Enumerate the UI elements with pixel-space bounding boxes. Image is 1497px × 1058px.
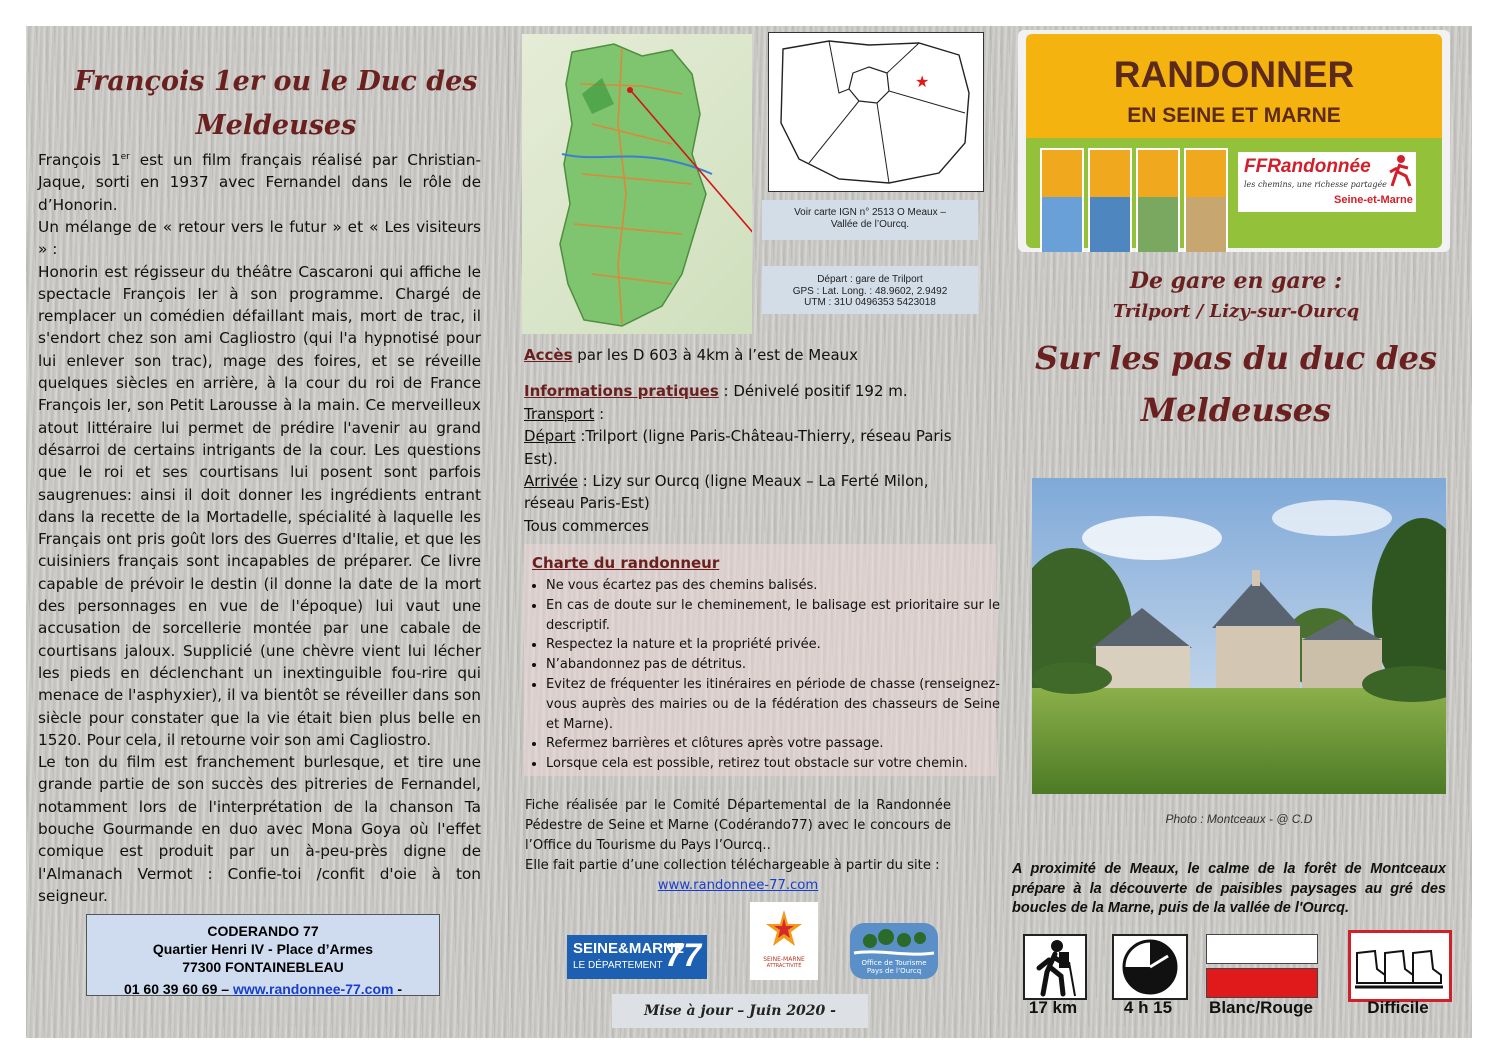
region-map: [522, 34, 752, 334]
marking-red-swatch: [1206, 968, 1318, 998]
contact-city: 77300 FONTAINEBLEAU: [182, 959, 344, 975]
charter-list: [532, 576, 1000, 774]
arrival-line: Arrivée : Lizy sur Ourcq (ligne Meaux – La Ferté Milon, réseau Paris-Est): [524, 472, 929, 513]
boots-icon: [1348, 930, 1452, 1002]
ffrandonnee-logo: FFRandonnée les chemins, une richesse partagée Seine-et-Marne: [1238, 152, 1416, 212]
charter-item: • Lorsque cela est possible, retirez tout obstacle sur votre chemin.: [546, 754, 1000, 774]
sheet-credits: [525, 796, 951, 896]
banner-title: RANDONNER: [1113, 54, 1355, 95]
collection-text: Elle fait partie d’une collection téléchargeable à partir du site :: [525, 858, 940, 873]
banner-top: [1026, 34, 1442, 138]
marking-value: Blanc/Rouge: [1209, 998, 1313, 1017]
charter-item: • Respectez la nature et la propriété privée.: [546, 635, 1000, 655]
distance-value: 17 km: [1028, 998, 1078, 1017]
route-heading: [1022, 264, 1450, 436]
clock-icon: [1112, 934, 1188, 1000]
contact-phone-line: 01 60 39 60 69 – www.randonnee-77.com -: [123, 981, 403, 997]
collection-website-link[interactable]: www.randonnee-77.com: [657, 878, 819, 893]
duration-value: 4 h 15: [1123, 998, 1173, 1017]
route-title: Sur les pas du duc des Meldeuses: [1034, 339, 1438, 429]
difficulty-value: Difficile: [1367, 998, 1429, 1017]
photo-credit: Photo : Montceaux - @ C.D: [1165, 812, 1313, 826]
film-paragraph: Un mélange de « retour vers le futur » et « Les visiteurs » :: [38, 217, 481, 259]
guidebook-cover: [1136, 148, 1180, 252]
ile-de-france-map: [768, 32, 984, 192]
randonner-banner: [1018, 30, 1450, 252]
route-kicker: De gare en gare :: [1129, 268, 1343, 294]
hiker-icon: [1023, 934, 1087, 1000]
shops-line: Tous commerces: [524, 516, 649, 535]
departure-line: Départ :Trilport (ligne Paris-Château-Thierry, réseau Paris Est).: [524, 427, 952, 468]
brochure-sheet: [26, 26, 1472, 1038]
svg-text:★: ★: [915, 72, 930, 91]
fold-line-right: [990, 26, 991, 1038]
attractivite-logo: SEINE-MARNE ATTRACTIVITÉ: [750, 902, 818, 980]
seine-et-marne-logo: SEINE&MARNE LE DÉPARTEMENT 77: [567, 935, 707, 979]
hiker-charter: [524, 544, 1000, 776]
contact-box: [86, 914, 440, 996]
departure-coordinates: Départ : gare de Trilport GPS : Lat. Long. : 48.9602, 2.9492 UTM : 31U 0496353 5423018: [762, 266, 978, 314]
marking-white-swatch: [1206, 934, 1318, 964]
ign-map-reference: Voir carte IGN n° 2513 O Meaux – Vallée de l’Ourcq.: [762, 200, 978, 240]
route-stations: Trilport / Lizy-sur-Ourcq: [1112, 301, 1360, 322]
guidebook-cover: [1088, 148, 1132, 252]
guidebook-cover: [1184, 148, 1228, 252]
guidebook-cover: [1040, 148, 1084, 252]
route-intro: A proximité de Meaux, le calme de la forêt de Montceaux prépare à la découverte de paisibles paysages au gré des boucles de la Marne, puis de la vallée de l'Ourcq.: [1012, 861, 1446, 917]
contact-website-link[interactable]: www.randonnee-77.com: [232, 981, 394, 997]
charter-title: Charte du randonneur: [532, 554, 720, 572]
fold-line-left: [508, 26, 509, 1038]
credits-text: Fiche réalisée par le Comité Départemental de la Randonnée Pédestre de Seine et Marne (Codérando77) avec le concours de l’Office du Tourisme du Pays l’Ourcq..: [525, 798, 951, 853]
contact-address: Quartier Henri IV - Place d’Armes: [152, 941, 374, 957]
charter-item: • Refermez barrières et clôtures après votre passage.: [546, 734, 1000, 754]
practical-line: Informations pratiques : Dénivelé positif 192 m.: [524, 382, 908, 401]
practical-info: [524, 344, 964, 537]
office-tourisme-logo: Office de Tourisme Pays de l’Ourcq: [850, 923, 938, 979]
contact-name: CODERANDO 77: [207, 923, 319, 939]
charter-item: • En cas de doute sur le cheminement, le balisage est prioritaire sur le descriptif.: [546, 596, 1000, 636]
film-paragraph: Le ton du film est franchement burlesque, et tire une grande partie de son succès des pitreries de Fernandel, notamment lors de l'interprétation de la chanson Ta bouche Gourmande en duo avec Mona Goya où l'effet comique est produit par un à-peu-près digne de l'Almanach Vermot : Confie-toi /confit d'oie à ton seigneur.: [38, 753, 481, 905]
transport-line: Transport :: [524, 404, 605, 423]
access-line: Accès par les D 603 à 4km à l’est de Meaux: [524, 346, 859, 364]
banner-subtitle: EN SEINE ET MARNE: [1127, 104, 1341, 127]
update-date: Mise à jour – Juin 2020 -: [612, 994, 868, 1028]
film-paragraph: François 1er est un film français réalisé par Christian-Jaque, sorti en 1937 avec Fernandel dans le rôle de d’Honorin.: [38, 151, 481, 214]
film-paragraph: Honorin est régisseur du théâtre Cascaroni qui affiche le spectacle François Ier à son programme. Chargé de remplacer un comédien défaillant mais, mort de trac, il s'endort chez son ami Cagliostro (qui l'a hypnotisé pour lui enlever son trac), mage des foires, et se réveille quelques siècles en arrière, à la cour du roi de France François Ier, son Petit Larousse à la main. Ce merveilleux atout littéraire lui permet de prédire l'avenir au grand désarroi de certains intrigants de la cour. Les questions que le roi et ses courtisans lui posent sont parfois saugrenues: ainsi il doit donner les ingrédients entrant dans la recette de la Mortadelle, spécialité à laquelle les Français ont pris goût lors des Guerres d'Italie, et que les cuisiniers français sont incapables de préparer. Ce livre capable de prévoir le destin (il donne la date de la mort des personnages en vue de l'époque) lui vaut une accusation de sorcellerie montée par une cabale de courtisans jaloux. Supplicié (une chèvre vient lui lécher les pieds en déclenchant un inextinguible fou-rire qui menace de l'asphyxier), il va bientôt se réveiller dans son siècle pour constater que la vie était bien plus belle en 1520. Pour cela, il retourne voir son ami Cagliostro.: [38, 262, 481, 749]
charter-item: • N’abandonnez pas de détritus.: [546, 655, 1000, 675]
charter-item: • Evitez de fréquenter les itinéraires en période de chasse (renseignez-vous auprès des mairies ou de la fédération des chasseurs de Seine et Marne).: [546, 675, 1000, 734]
film-description: [38, 146, 481, 907]
charter-item: • Ne vous écartez pas des chemins balisés.: [546, 576, 1000, 596]
montceaux-photo: [1032, 478, 1446, 794]
film-title: François 1er ou le Duc des Meldeuses: [74, 66, 478, 141]
